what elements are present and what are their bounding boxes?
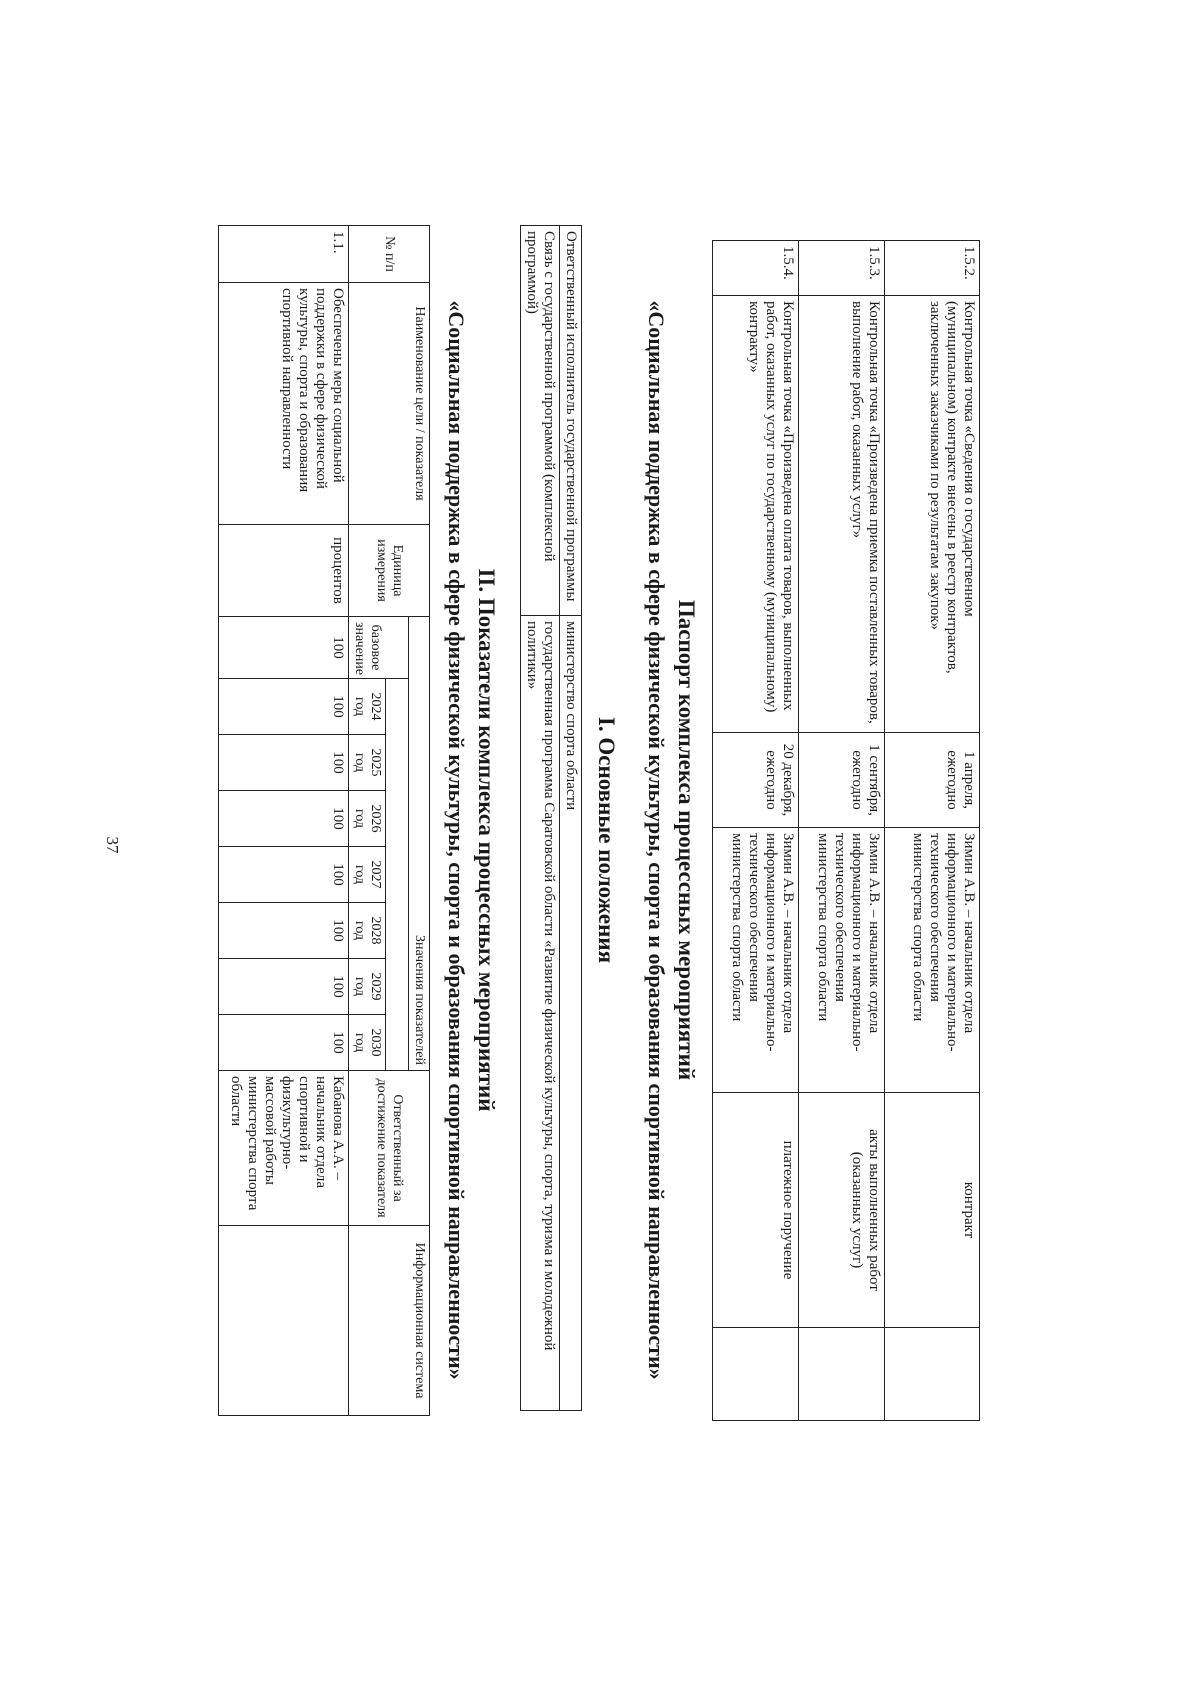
indicator-2030: 100 bbox=[219, 1015, 349, 1071]
table-row bbox=[219, 226, 349, 1416]
indicator-2028: 100 bbox=[219, 903, 349, 959]
col-header-system: Информационная система bbox=[349, 1226, 430, 1416]
table-header-row bbox=[409, 226, 430, 1416]
indicator-name: Обеспечены меры социальной поддержки в сфере физической культуры, спорта и образования спортивной направленности bbox=[219, 283, 349, 525]
col-header-num: № п/п bbox=[349, 226, 430, 283]
checkpoint-document: платежное поручение bbox=[713, 1093, 799, 1328]
checkpoint-text: Контрольная точка «Сведения о государственном (муниципальном) контракте внесены в реестр контрактов, заключенных заказчиками по результатам закупок» bbox=[885, 296, 980, 733]
col-header-base: базовое значение bbox=[349, 617, 409, 679]
checkpoint-date: 1 сентября, ежегодно bbox=[799, 733, 885, 828]
passport-title: Паспорт комплекса процессных мероприятий bbox=[674, 599, 699, 1081]
passport-subtitle: «Социальная поддержка в сфере физической культуры, спорта и образования спортивной направленности» bbox=[644, 300, 669, 1380]
checkpoint-responsible: Зимин А.В. – начальник отдела информационного и материально-технического обеспечения министерства спорта области bbox=[713, 828, 799, 1093]
section1-title: I. Основные положения bbox=[594, 716, 619, 964]
indicator-unit: процентов bbox=[219, 525, 349, 617]
rotated-sheet bbox=[200, 140, 1000, 1540]
col-header-2026: 2026 год bbox=[349, 791, 386, 847]
checkpoint-text: Контрольная точка «Произведена оплата товаров, выполненных работ, оказанных услуг по государственному (муниципальному) контракту» bbox=[713, 296, 799, 733]
indicator-responsible: Кабанова А.А. – начальник отдела спортивной и физкультурно-массовой работы министерства спорта области bbox=[219, 1071, 349, 1226]
col-header-unit: Единица измерения bbox=[349, 525, 430, 617]
checkpoint-date: 20 декабря, ежегодно bbox=[713, 733, 799, 828]
checkpoint-num: 1.5.2. bbox=[885, 241, 980, 296]
checkpoint-responsible: Зимин А.В. – начальник отдела информационного и материально-технического обеспечения министерства спорта области bbox=[885, 828, 980, 1093]
table-row bbox=[885, 241, 980, 1421]
checkpoint-text: Контрольная точка «Произведена приемка поставленных товаров, выполнение работ, оказанных услуг» bbox=[799, 296, 885, 733]
provision-value: министерство спорта области bbox=[560, 616, 582, 1411]
section2-subtitle: «Социальная поддержка в сфере физической культуры, спорта и образования спортивной направленности» bbox=[444, 300, 469, 1380]
main-provisions-table bbox=[520, 225, 582, 1411]
col-header-responsible: Ответственный за достижение показателя bbox=[349, 1071, 430, 1226]
section2-title: II. Показатели комплекса процессных мероприятий bbox=[474, 568, 499, 1112]
col-header-2027: 2027 год bbox=[349, 847, 386, 903]
col-header-2030: 2030 год bbox=[349, 1015, 386, 1071]
indicator-num: 1.1. bbox=[219, 226, 349, 283]
table-row bbox=[713, 241, 799, 1421]
table-row bbox=[799, 241, 885, 1421]
indicators-block bbox=[218, 225, 430, 1416]
indicator-2027: 100 bbox=[219, 847, 349, 903]
col-header-2024: 2024 год bbox=[349, 679, 386, 735]
checkpoint-empty-cell bbox=[713, 1328, 799, 1421]
col-header-name: Наименование цели / показателя bbox=[349, 283, 430, 525]
table-row bbox=[560, 226, 582, 1411]
provision-label: Связь с государственной программой (комплексной программой) bbox=[521, 226, 560, 616]
col-header-2029: 2029 год bbox=[349, 959, 386, 1015]
col-header-values-group: Значения показателей bbox=[409, 617, 430, 1071]
checkpoints-table bbox=[712, 240, 980, 1421]
table-row bbox=[521, 226, 560, 1411]
checkpoint-responsible: Зимин А.В. – начальник отдела информационного и материально-технического обеспечения министерства спорта области bbox=[799, 828, 885, 1093]
provision-value: государственная программа Саратовской области «Развитие физической культуры, спорта, туризма и молодежной политики» bbox=[521, 616, 560, 1411]
main-provisions-block bbox=[520, 225, 582, 1411]
provision-label: Ответственный исполнитель государственной программы bbox=[560, 226, 582, 616]
indicator-2029: 100 bbox=[219, 959, 349, 1015]
checkpoint-date: 1 апреля, ежегодно bbox=[885, 733, 980, 828]
checkpoints-table-block bbox=[712, 240, 980, 1421]
col-header-2028: 2028 год bbox=[349, 903, 386, 959]
indicators-table bbox=[218, 225, 430, 1416]
checkpoint-document: акты выполненных работ (оказанных услуг) bbox=[799, 1093, 885, 1328]
checkpoint-document: контракт bbox=[885, 1093, 980, 1328]
col-header-2025: 2025 год bbox=[349, 735, 386, 791]
indicator-2026: 100 bbox=[219, 791, 349, 847]
indicator-2025: 100 bbox=[219, 735, 349, 791]
page-number: 37 bbox=[103, 836, 122, 854]
checkpoint-num: 1.5.3. bbox=[799, 241, 885, 296]
col-header-years-spacer bbox=[386, 679, 409, 1071]
indicator-base: 100 bbox=[219, 617, 349, 679]
indicator-2024: 100 bbox=[219, 679, 349, 735]
checkpoint-empty-cell bbox=[885, 1328, 980, 1421]
checkpoint-empty-cell bbox=[799, 1328, 885, 1421]
checkpoint-num: 1.5.4. bbox=[713, 241, 799, 296]
indicator-system bbox=[219, 1226, 349, 1416]
